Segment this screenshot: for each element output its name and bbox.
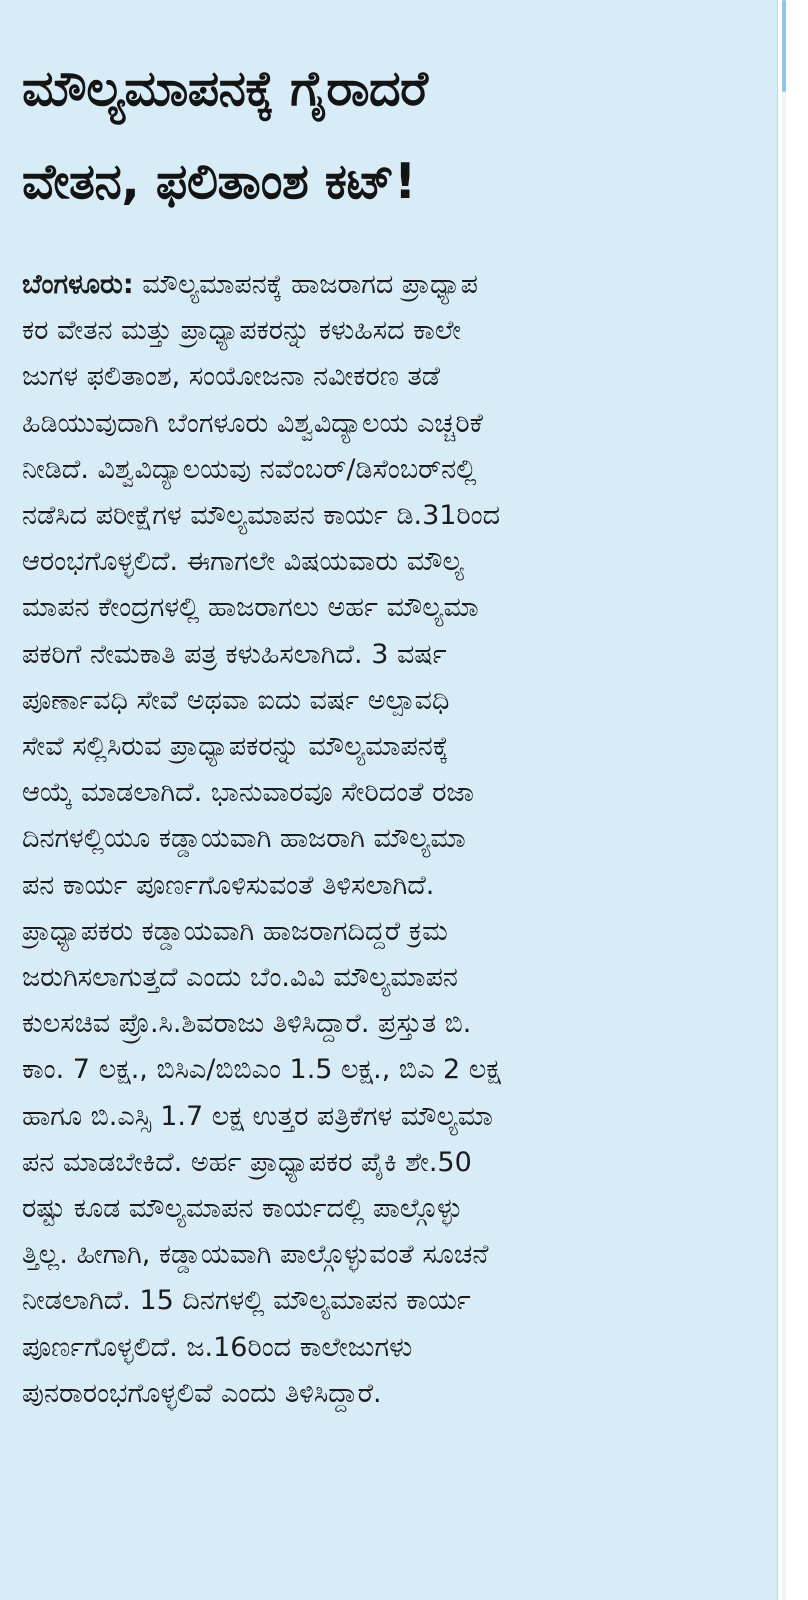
article-line: ಜರುಗಿಸಲಾಗುತ್ತದೆ ಎಂದು ಬೆಂ.ವಿವಿ ಮೌಲ್ಯಮಾಪನ bbox=[22, 962, 458, 994]
article-line: ಮಾಪನ ಕೇಂದ್ರಗಳಲ್ಲಿ ಹಾಜರಾಗಲು ಅರ್ಹ ಮೌಲ್ಯಮಾ bbox=[22, 592, 479, 624]
scrollbar-thumb[interactable] bbox=[782, 0, 786, 92]
article-line-text: ಮೌಲ್ಯಮಾಪನಕ್ಕೆ ಹಾಜರಾಗದ ಪ್ರಾಧ್ಯಾಪ bbox=[133, 269, 478, 300]
article-line: ನೀಡಿದೆ. ವಿಶ್ವವಿದ್ಯಾಲಯವು ನವೆಂಬರ್/ಡಿಸೆಂಬರ್‌ನಲ್ಲಿ bbox=[22, 453, 477, 485]
dateline: ಬೆಂಗಳೂರು: bbox=[22, 269, 134, 300]
article-line: ಸೇವೆ ಸಲ್ಲಿಸಿರುವ ಪ್ರಾಧ್ಯಾಪಕರನ್ನು ಮೌಲ್ಯಮಾಪನಕ್ಕೆ bbox=[22, 731, 449, 763]
headline-line-2: ವೇತನ, ಫಲಿತಾಂಶ ಕಟ್! bbox=[22, 153, 416, 210]
headline-line-1: ಮೌಲ್ಯಮಾಪನಕ್ಕೆ ಗೈರಾದರೆ bbox=[22, 60, 428, 117]
article-line: ಹಿಡಿಯುವುದಾಗಿ ಬೆಂಗಳೂರು ವಿಶ್ವವಿದ್ಯಾಲಯ ಎಚ್ಚರಿಕೆ bbox=[22, 407, 483, 439]
article-line: ತ್ತಿಲ್ಲ. ಹೀಗಾಗಿ, ಕಡ್ಡಾಯವಾಗಿ ಪಾಲ್ಗೊಳ್ಳುವಂತೆ ಸೂಚನೆ bbox=[22, 1239, 489, 1271]
article-line: ಪಕರಿಗೆ ನೇಮಕಾತಿ ಪತ್ರ ಕಳುಹಿಸಲಾಗಿದೆ. 3 ವರ್ಷ bbox=[22, 638, 447, 670]
article-line: ಕರ ವೇತನ ಮತ್ತು ಪ್ರಾಧ್ಯಾಪಕರನ್ನು ಕಳುಹಿಸದ ಕಾಲೇ bbox=[22, 315, 462, 347]
scrollbar-track[interactable] bbox=[782, 0, 786, 1600]
article-line: ಹಾಗೂ ಬಿ.ಎಸ್ಸಿ 1.7 ಲಕ್ಷ ಉತ್ತರ ಪತ್ರಿಕೆಗಳ ಮೌಲ್ಯಮಾ bbox=[22, 1100, 493, 1132]
article-line: ನಡೆಸಿದ ಪರೀಕ್ಷೆಗಳ ಮೌಲ್ಯಮಾಪನ ಕಾರ್ಯ ಡಿ.31ರಿಂದ bbox=[22, 500, 501, 532]
article-line: ರಷ್ಟು ಕೂಡ ಮೌಲ್ಯಮಾಪನ ಕಾರ್ಯದಲ್ಲಿ ಪಾಲ್ಗೊಳ್ಳು bbox=[22, 1193, 463, 1225]
article-line: ಜುಗಳ ಫಲಿತಾಂಶ, ಸಂಯೋಜನಾ ನವೀಕರಣ ತಡೆ bbox=[22, 361, 441, 393]
article-line: ಪುನರಾರಂಭಗೊಳ್ಳಲಿವೆ ಎಂದು ತಿಳಿಸಿದ್ದಾರೆ. bbox=[22, 1377, 382, 1409]
article-line: ಪೂರ್ಣಾವಧಿ ಸೇವೆ ಅಥವಾ ಐದು ವರ್ಷ ಅಲ್ಪಾವಧಿ bbox=[22, 684, 450, 716]
article-line: ಆರಂಭಗೊಳ್ಳಲಿದೆ. ಈಗಾಗಲೇ ವಿಷಯವಾರು ಮೌಲ್ಯ bbox=[22, 546, 464, 578]
article-line: ಆಯ್ಕೆ ಮಾಡಲಾಗಿದೆ. ಭಾನುವಾರವೂ ಸೇರಿದಂತೆ ರಜಾ bbox=[22, 777, 475, 809]
article-line bbox=[22, 262, 764, 308]
article-line: ಪನ ಮಾಡಬೇಕಿದೆ. ಅರ್ಹ ಪ್ರಾಧ್ಯಾಪಕರ ಪೈಕಿ ಶೇ.50 bbox=[22, 1146, 472, 1178]
article-line: ಕುಲಸಚಿವ ಪ್ರೊ.ಸಿ.ಶಿವರಾಜು ತಿಳಿಸಿದ್ದಾರೆ. ಪ್ರಸ್ತುತ ಬಿ. bbox=[22, 1008, 472, 1040]
article-line: ಪನ ಕಾರ್ಯ ಪೂರ್ಣಗೊಳಿಸುವಂತೆ ತಿಳಿಸಲಾಗಿದೆ. bbox=[22, 869, 435, 901]
article-line: ನೀಡಲಾಗಿದೆ. 15 ದಿನಗಳಲ್ಲಿ ಮೌಲ್ಯಮಾಪನ ಕಾರ್ಯ bbox=[22, 1285, 471, 1317]
article-line: ಪೂರ್ಣಗೊಳ್ಳಲಿದೆ. ಜ.16ರಿಂದ ಕಾಲೇಜುಗಳು bbox=[22, 1331, 413, 1363]
headline bbox=[22, 42, 762, 228]
article-line: ಪ್ರಾಧ್ಯಾಪಕರು ಕಡ್ಡಾಯವಾಗಿ ಹಾಜರಾಗದಿದ್ದರೆ ಕ್ರಮ bbox=[22, 915, 448, 947]
article-body bbox=[22, 262, 764, 1417]
article-line: ದಿನಗಳಲ್ಲಿಯೂ ಕಡ್ಡಾಯವಾಗಿ ಹಾಜರಾಗಿ ಮೌಲ್ಯಮಾ bbox=[22, 823, 466, 855]
article-line: ಕಾಂ. 7 ಲಕ್ಷ., ಬಿಸಿಎ/ಬಿಬಿಎಂ 1.5 ಲಕ್ಷ., ಬಿಎ 2 ಲಕ್ಷ bbox=[22, 1054, 501, 1086]
